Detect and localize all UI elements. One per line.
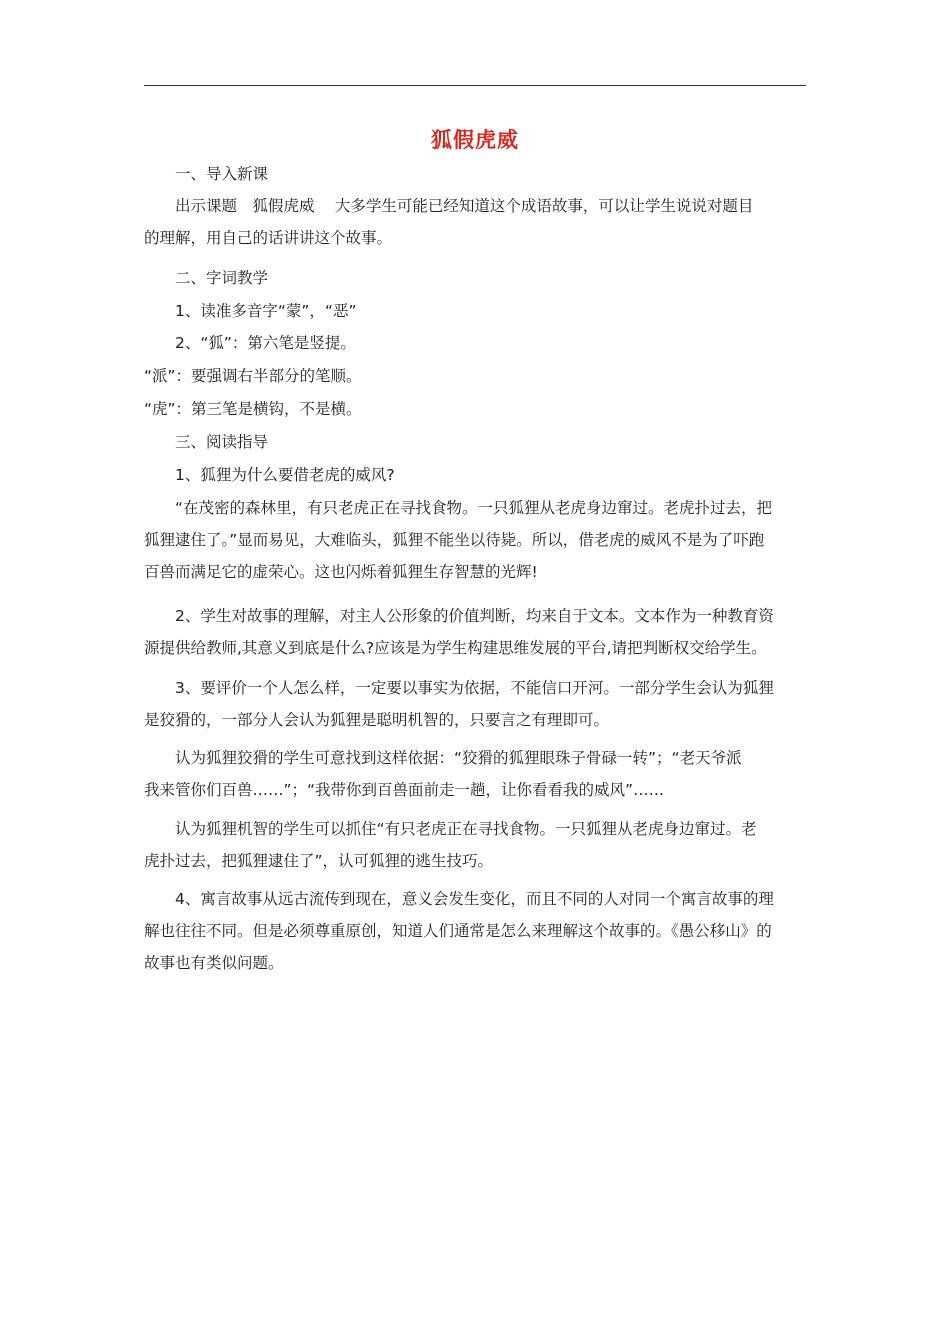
paragraph-line: 百兽而满足它的虚荣心。这也闪烁着狐狸生存智慧的光辉!	[144, 563, 538, 581]
document-title: 狐假虎威	[431, 128, 519, 152]
paragraph-line: 认为狐狸机智的学生可以抓住“有只老虎正在寻找食物。一只狐狸从老虎身边窜过。老	[175, 820, 757, 838]
section-1-paragraph	[144, 190, 806, 254]
section-1-heading: 一、导入新课	[175, 165, 269, 183]
paragraph-line: 解也往往不同。但是必须尊重原创，知道人们通常是怎么来理解这个故事的。《愚公移山》的	[144, 922, 772, 940]
paragraph-line: 源提供给教师,其意义到底是什么?应该是为学生构建思维发展的平台,请把判断权交给学生。	[144, 639, 767, 657]
paragraph-line: 虎扑过去，把狐狸逮住了”，认可狐狸的逃生技巧。	[144, 852, 494, 870]
section-3-heading: 三、阅读指导	[175, 433, 269, 451]
section-3-question-1: 1、狐狸为什么要借老虎的威风?	[175, 466, 395, 484]
paragraph-line: 出示课题 狐假虎威 大多学生可能已经知道这个成语故事，可以让学生说说对题目	[175, 197, 754, 215]
paragraph-line: 4、寓言故事从远古流传到现在，意义会发生变化，而且不同的人对同一个寓言故事的理	[175, 890, 774, 908]
header-rule	[144, 85, 806, 86]
paragraph-line: 我来管你们百兽……”；“我带你到百兽面前走一趟，让你看看我的威风”……	[144, 781, 665, 799]
section-3-paragraph-1	[144, 492, 806, 588]
section-2-item-3: “派”：要强调右半部分的笔顺。	[144, 367, 362, 385]
section-2-item-2: 2、“狐”：第六笔是竖提。	[175, 334, 356, 352]
section-3-paragraph-6	[144, 883, 806, 979]
paragraph-line: 2、学生对故事的理解，对主人公形象的价值判断，均来自于文本。文本作为一种教育资	[175, 607, 774, 625]
section-3-paragraph-2	[144, 600, 806, 664]
section-2-item-1: 1、读准多音字“蒙”，“恶”	[175, 302, 357, 320]
paragraph-line: 狐狸逮住了。”显而易见，大难临头，狐狸不能坐以待毙。所以，借老虎的威风不是为了吓跑	[144, 531, 765, 549]
paragraph-line: 故事也有类似问题。	[144, 954, 284, 972]
paragraph-line: 是狡猾的，一部分人会认为狐狸是聪明机智的，只要言之有理即可。	[144, 711, 610, 729]
section-3-paragraph-4	[144, 742, 806, 806]
paragraph-line: “在茂密的森林里，有只老虎正在寻找食物。一只狐狸从老虎身边窜过。老虎扑过去，把	[175, 499, 773, 517]
section-3-paragraph-5	[144, 813, 806, 877]
paragraph-line: 3、要评价一个人怎么样，一定要以事实为依据，不能信口开河。一部分学生会认为狐狸	[175, 679, 774, 697]
section-3-paragraph-3	[144, 672, 806, 736]
paragraph-line: 的理解，用自己的话讲讲这个故事。	[144, 229, 393, 247]
paragraph-line: 认为狐狸狡猾的学生可意找到这样依据：“狡猾的狐狸眼珠子骨碌一转”；“老天爷派	[175, 749, 742, 767]
section-2-item-4: “虎”：第三笔是横钩，不是横。	[144, 400, 362, 418]
section-2-heading: 二、字词教学	[175, 269, 269, 287]
